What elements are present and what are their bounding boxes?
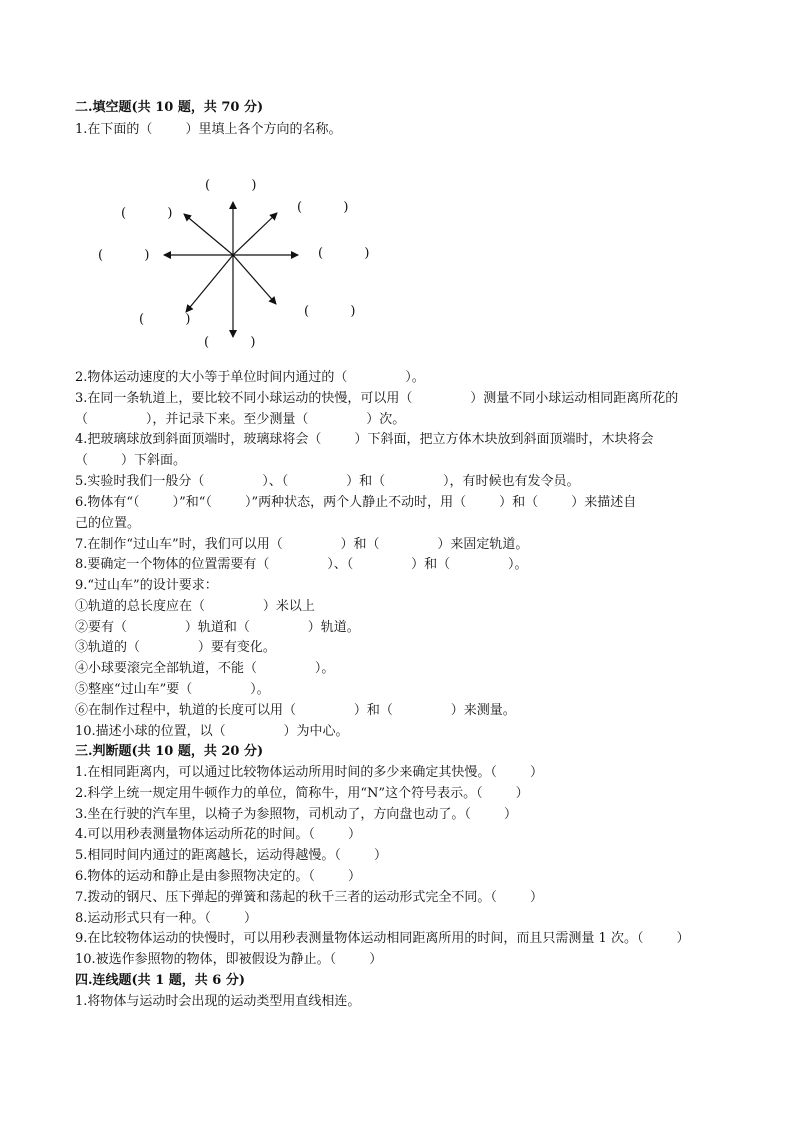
arrow-northwest	[184, 214, 233, 255]
question-10: 10.描述小球的位置，以（ ）为中心。	[75, 724, 349, 739]
judgment-item: 2.科学上统一规定用牛顿作力的单位，简称牛，用“N”这个符号表示。（ ）	[75, 786, 529, 801]
judgment-item: 10.被选作参照物的物体，即被假设为静止。（ ）	[75, 952, 383, 967]
judgment-item: 6.物体的运动和静止是由参照物决定的。（ ）	[75, 869, 361, 884]
arrow-northeast	[233, 213, 277, 255]
question-3-line-1: 3.在同一条轨道上，要比较不同小球运动的快慢，可以用（ ）测量不同小球运动相同距离所花的	[75, 391, 679, 406]
east-blank: ( )	[318, 246, 370, 261]
section-3-heading: 三.判断题(共 10 题，共 20 分)	[75, 744, 264, 759]
question-3-line-2: （ ），并记录下来。至少测量（ ）次。	[75, 412, 406, 427]
question-8: 8.要确定一个物体的位置需要有（ ）、（ ）和（ ）。	[75, 557, 528, 572]
question-1: 1.在下面的（ ）里填上各个方向的名称。	[75, 122, 342, 137]
arrow-southwest	[186, 255, 233, 312]
compass-diagram	[85, 165, 405, 365]
question-9-item-2: ②要有（ ）轨道和（ ）轨道。	[75, 620, 360, 635]
judgment-item: 3.坐在行驶的汽车里，以椅子为参照物，司机动了，方向盘也动了。（ ）	[75, 807, 517, 822]
question-2: 2.物体运动速度的大小等于单位时间内通过的（ ）。	[75, 370, 425, 385]
arrow-southeast	[233, 255, 276, 304]
north-blank: ( )	[205, 178, 257, 193]
question-9-item-5: ⑤整座“过山车”要（ ）。	[75, 682, 270, 697]
question-9: 9.“过山车”的设计要求：	[75, 578, 218, 593]
judgment-item: 9.在比较物体运动的快慢时，可以用秒表测量物体运动相同距离所用的时间，而且只需测量 1 次。（ ）	[75, 931, 690, 946]
question-4-line-1: 4.把玻璃球放到斜面顶端时，玻璃球将会（ ）下斜面，把立方体木块放到斜面顶端时，木块将会	[75, 432, 654, 447]
question-6-line-2: 己的位置。	[75, 516, 141, 531]
question-9-item-3: ③轨道的（ ）要有变化。	[75, 640, 276, 655]
question-9-item-6: ⑥在制作过程中，轨道的长度可以用（ ）和（ ）来测量。	[75, 703, 516, 718]
judgment-item: 8.运动形式只有一种。（ ）	[75, 911, 257, 926]
south-blank: ( )	[204, 335, 256, 350]
judgment-item: 7.拨动的钢尺、压下弹起的弹簧和荡起的秋千三者的运动形式完全不同。（ ）	[75, 890, 543, 905]
question-6-line-1: 6.物体有“（ ）”和“（ ）”两种状态，两个人静止不动时，用（ ）和（ ）来描述自	[75, 495, 637, 510]
question-7: 7.在制作“过山车”时，我们可以用（ ）和（ ）来固定轨道。	[75, 537, 529, 552]
northwest-blank: ( )	[121, 206, 173, 221]
judgment-item: 1.在相同距离内，可以通过比较物体运动所用时间的多少来确定其快慢。（ ）	[75, 765, 543, 780]
question-5: 5.实验时我们一般分（ ）、（ ）和（ ），有时候也有发令员。	[75, 474, 580, 489]
southwest-blank: ( )	[139, 312, 191, 327]
section-2-heading: 二.填空题(共 10 题，共 70 分)	[75, 100, 264, 115]
northeast-blank: ( )	[297, 200, 349, 215]
question-9-item-4: ④小球要滚完全部轨道，不能（ ）。	[75, 661, 335, 676]
question-4-line-2: （ ）下斜面。	[75, 453, 187, 468]
matching-question-1: 1.将物体与运动时会出现的运动类型用直线相连。	[75, 994, 361, 1009]
southeast-blank: ( )	[304, 304, 356, 319]
question-9-item-1: ①轨道的总长度应在（ ）米以上	[75, 599, 315, 614]
judgment-item: 5.相同时间内通过的距离越长，运动得越慢。（ ）	[75, 848, 387, 863]
west-blank: ( )	[98, 248, 150, 263]
judgment-item: 4.可以用秒表测量物体运动所花的时间。（ ）	[75, 827, 361, 842]
section-4-heading: 四.连线题(共 1 题，共 6 分)	[75, 973, 246, 988]
